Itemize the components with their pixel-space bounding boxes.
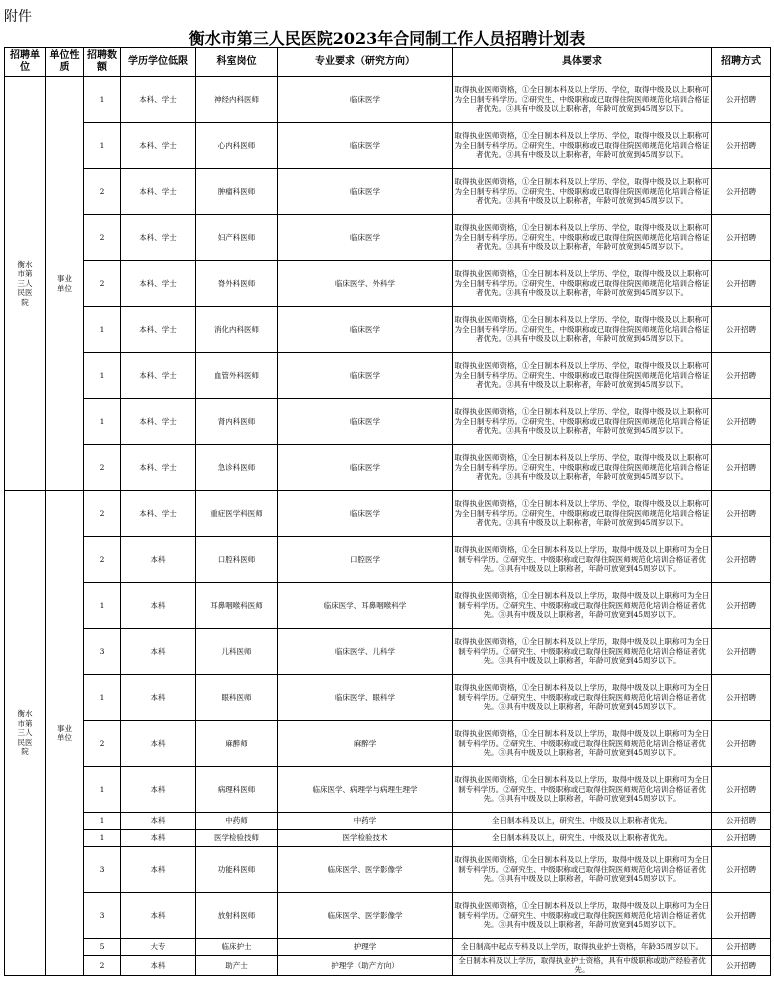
- header-unit: 招聘单位: [5, 48, 46, 77]
- cell-method: 公开招聘: [712, 261, 771, 307]
- cell-major: 临床医学: [278, 123, 453, 169]
- unit-name: 衡水市第三人民医院: [17, 709, 33, 757]
- table-row: [5, 491, 771, 537]
- cell-nature: [46, 491, 84, 976]
- header-row: [5, 48, 771, 77]
- cell-post: 医学检验技师: [196, 830, 278, 847]
- cell-edu: 本科: [121, 830, 196, 847]
- table-row: [5, 537, 771, 583]
- cell-post: 急诊科医师: [196, 445, 278, 491]
- cell-count: 1: [84, 307, 121, 353]
- cell-major: 临床医学: [278, 353, 453, 399]
- cell-edu: 本科: [121, 537, 196, 583]
- cell-method: 公开招聘: [712, 939, 771, 956]
- cell-req: 取得执业医师资格，①全日制本科及以上学历，取得中级及以上职称可为全日制专科学历。②研究生、中级职称或已取得住院医师规范化培训合格证者优先。③具有中级及以上职称者，年龄可放宽到45周岁以下。: [453, 675, 712, 721]
- cell-post: 脊外科医师: [196, 261, 278, 307]
- cell-post: 功能科医师: [196, 847, 278, 893]
- cell-req: 全日制本科及以上学历，取得执业护士资格，具有中级职称或助产经验者优先。: [453, 956, 712, 976]
- page-title: 衡水市第三人民医院2023年合同制工作人员招聘计划表: [188, 29, 586, 48]
- cell-method: 公开招聘: [712, 537, 771, 583]
- header-major: 专业要求（研究方向）: [278, 48, 453, 77]
- cell-post: 消化内科医师: [196, 307, 278, 353]
- unit-nature: 事业单位: [57, 274, 72, 293]
- cell-count: 2: [84, 537, 121, 583]
- cell-method: 公开招聘: [712, 307, 771, 353]
- cell-req: 取得执业医师资格，①全日制本科及以上学历，取得中级及以上职称可为全日制专科学历。②研究生、中级职称或已取得住院医师规范化培训合格证者优先。③具有中级及以上职称者，年龄可放宽到45周岁以下。: [453, 767, 712, 813]
- cell-method: 公开招聘: [712, 353, 771, 399]
- table-row: [5, 939, 771, 956]
- cell-edu: 本科: [121, 629, 196, 675]
- cell-req: 取得执业医师资格，①全日制本科及以上学历、学位，取得中级及以上职称可为全日制专科学历。②研究生、中级职称或已取得住院医师规范化培训合格证者优先。③具有中级及以上职称者，年龄可放宽到45周岁以下。: [453, 445, 712, 491]
- cell-edu: 本科: [121, 675, 196, 721]
- cell-count: 1: [84, 399, 121, 445]
- cell-count: 2: [84, 261, 121, 307]
- cell-count: 2: [84, 445, 121, 491]
- recruitment-plan-table: [4, 47, 771, 976]
- cell-edu: 本科: [121, 847, 196, 893]
- cell-count: 2: [84, 956, 121, 976]
- cell-method: 公开招聘: [712, 675, 771, 721]
- cell-method: 公开招聘: [712, 629, 771, 675]
- cell-count: 1: [84, 830, 121, 847]
- cell-count: 3: [84, 893, 121, 939]
- cell-method: 公开招聘: [712, 893, 771, 939]
- cell-major: 临床医学: [278, 399, 453, 445]
- cell-req: 取得执业医师资格，①全日制本科及以上学历，取得中级及以上职称可为全日制专科学历。②研究生、中级职称或已取得住院医师规范化培训合格证者优先。③具有中级及以上职称者，年龄可放宽到45周岁以下。: [453, 629, 712, 675]
- unit-nature: 事业单位: [57, 723, 72, 742]
- cell-unit: [5, 491, 46, 976]
- cell-req: 取得执业医师资格，①全日制本科及以上学历、学位，取得中级及以上职称可为全日制专科学历。②研究生、中级职称或已取得住院医师规范化培训合格证者优先。③具有中级及以上职称者，年龄可放宽到45周岁以下。: [453, 169, 712, 215]
- cell-req: 取得执业医师资格，①全日制本科及以上学历、学位，取得中级及以上职称可为全日制专科学历。②研究生、中级职称或已取得住院医师规范化培训合格证者优先。③具有中级及以上职称者，年龄可放宽到45周岁以下。: [453, 77, 712, 123]
- cell-count: 2: [84, 169, 121, 215]
- table-row: [5, 830, 771, 847]
- cell-method: 公开招聘: [712, 445, 771, 491]
- cell-major: 临床医学: [278, 77, 453, 123]
- cell-req: 取得执业医师资格，①全日制本科及以上学历，取得中级及以上职称可为全日制专科学历。②研究生、中级职称或已取得住院医师规范化培训合格证者优先。③具有中级及以上职称者，年龄可放宽到45周岁以下。: [453, 721, 712, 767]
- cell-post: 血管外科医师: [196, 353, 278, 399]
- cell-req: 取得执业医师资格，①全日制本科及以上学历、学位，取得中级及以上职称可为全日制专科学历。②研究生、中级职称或已取得住院医师规范化培训合格证者优先。③具有中级及以上职称者，年龄可放宽到45周岁以下。: [453, 491, 712, 537]
- cell-method: 公开招聘: [712, 77, 771, 123]
- table-row: [5, 629, 771, 675]
- cell-edu: 本科、学士: [121, 123, 196, 169]
- cell-major: 临床医学、病理学与病理生理学: [278, 767, 453, 813]
- cell-major: 临床医学、医学影像学: [278, 847, 453, 893]
- cell-count: 1: [84, 813, 121, 830]
- cell-req: 取得执业医师资格，①全日制本科及以上学历、学位，取得中级及以上职称可为全日制专科学历。②研究生、中级职称或已取得住院医师规范化培训合格证者优先。③具有中级及以上职称者，年龄可放宽到45周岁以下。: [453, 261, 712, 307]
- table-row: [5, 307, 771, 353]
- cell-major: 临床医学、耳鼻咽喉科学: [278, 583, 453, 629]
- cell-major: 临床医学: [278, 445, 453, 491]
- cell-edu: 本科、学士: [121, 445, 196, 491]
- cell-req: 取得执业医师资格，①全日制本科及以上学历，取得中级及以上职称可为全日制专科学历。②研究生、中级职称或已取得住院医师规范化培训合格证者优先。③具有中级及以上职称者，年龄可放宽到45周岁以下。: [453, 893, 712, 939]
- table-row: [5, 767, 771, 813]
- cell-post: 放射科医师: [196, 893, 278, 939]
- cell-method: 公开招聘: [712, 399, 771, 445]
- cell-count: 1: [84, 353, 121, 399]
- cell-req: 取得执业医师资格，①全日制本科及以上学历，取得中级及以上职称可为全日制专科学历。②研究生、中级职称或已取得住院医师规范化培训合格证者优先。③具有中级及以上职称者，年龄可放宽到45周岁以下。: [453, 537, 712, 583]
- cell-post: 临床护士: [196, 939, 278, 956]
- cell-post: 儿科医师: [196, 629, 278, 675]
- cell-method: 公开招聘: [712, 491, 771, 537]
- cell-req: 取得执业医师资格，①全日制本科及以上学历、学位，取得中级及以上职称可为全日制专科学历。②研究生、中级职称或已取得住院医师规范化培训合格证者优先。③具有中级及以上职称者，年龄可放宽到45周岁以下。: [453, 399, 712, 445]
- cell-req: 取得执业医师资格，①全日制本科及以上学历、学位，取得中级及以上职称可为全日制专科学历。②研究生、中级职称或已取得住院医师规范化培训合格证者优先。③具有中级及以上职称者，年龄可放宽到45周岁以下。: [453, 123, 712, 169]
- cell-method: 公开招聘: [712, 583, 771, 629]
- cell-post: 肿瘤科医师: [196, 169, 278, 215]
- cell-count: 3: [84, 629, 121, 675]
- cell-count: 1: [84, 77, 121, 123]
- table-row: [5, 813, 771, 830]
- table-row: [5, 399, 771, 445]
- cell-edu: 本科、学士: [121, 491, 196, 537]
- cell-req: 取得执业医师资格，①全日制本科及以上学历、学位，取得中级及以上职称可为全日制专科学历。②研究生、中级职称或已取得住院医师规范化培训合格证者优先。③具有中级及以上职称者，年龄可放宽到45周岁以下。: [453, 215, 712, 261]
- cell-post: 肾内科医师: [196, 399, 278, 445]
- cell-major: 临床医学: [278, 215, 453, 261]
- cell-method: 公开招聘: [712, 169, 771, 215]
- cell-method: 公开招聘: [712, 215, 771, 261]
- table-row: [5, 721, 771, 767]
- cell-unit: [5, 77, 46, 491]
- table-row: [5, 123, 771, 169]
- cell-major: 临床医学、外科学: [278, 261, 453, 307]
- cell-method: 公开招聘: [712, 813, 771, 830]
- cell-major: 护理学（助产方向）: [278, 956, 453, 976]
- cell-method: 公开招聘: [712, 767, 771, 813]
- cell-post: 口腔科医师: [196, 537, 278, 583]
- table-row: [5, 893, 771, 939]
- attachment-label: 附件: [4, 9, 32, 25]
- cell-edu: 本科、学士: [121, 399, 196, 445]
- cell-edu: 本科、学士: [121, 77, 196, 123]
- table-row: [5, 353, 771, 399]
- header-req: 具体要求: [453, 48, 712, 77]
- cell-edu: 本科: [121, 893, 196, 939]
- header-edu: 学历学位低限: [121, 48, 196, 77]
- cell-count: 1: [84, 767, 121, 813]
- cell-edu: 本科、学士: [121, 307, 196, 353]
- cell-post: 心内科医师: [196, 123, 278, 169]
- table-row: [5, 956, 771, 976]
- cell-major: 临床医学: [278, 169, 453, 215]
- cell-req: 全日制本科及以上，研究生、中级及以上职称者优先。: [453, 813, 712, 830]
- cell-method: 公开招聘: [712, 721, 771, 767]
- cell-method: 公开招聘: [712, 956, 771, 976]
- cell-major: 临床医学: [278, 307, 453, 353]
- table-row: [5, 675, 771, 721]
- header-method: 招聘方式: [712, 48, 771, 77]
- cell-post: 中药师: [196, 813, 278, 830]
- cell-post: 耳鼻咽喉科医师: [196, 583, 278, 629]
- cell-req: 取得执业医师资格，①全日制本科及以上学历，取得中级及以上职称可为全日制专科学历。②研究生、中级职称或已取得住院医师规范化培训合格证者优先。③具有中级及以上职称者，年龄可放宽到45周岁以下。: [453, 583, 712, 629]
- table-row: [5, 77, 771, 123]
- cell-method: 公开招聘: [712, 830, 771, 847]
- table-row: [5, 583, 771, 629]
- cell-major: 临床医学、儿科学: [278, 629, 453, 675]
- cell-edu: 本科: [121, 956, 196, 976]
- cell-req: 取得执业医师资格，①全日制本科及以上学历、学位，取得中级及以上职称可为全日制专科学历。②研究生、中级职称或已取得住院医师规范化培训合格证者优先。③具有中级及以上职称者，年龄可放宽到45周岁以下。: [453, 353, 712, 399]
- cell-edu: 本科、学士: [121, 215, 196, 261]
- cell-edu: 本科、学士: [121, 169, 196, 215]
- cell-count: 2: [84, 215, 121, 261]
- cell-post: 神经内科医师: [196, 77, 278, 123]
- cell-edu: 本科、学士: [121, 353, 196, 399]
- cell-nature: [46, 77, 84, 491]
- cell-post: 眼科医师: [196, 675, 278, 721]
- cell-edu: 本科: [121, 583, 196, 629]
- cell-count: 5: [84, 939, 121, 956]
- cell-count: 3: [84, 847, 121, 893]
- cell-edu: 大专: [121, 939, 196, 956]
- cell-major: 临床医学、眼科学: [278, 675, 453, 721]
- cell-major: 医学检验技术: [278, 830, 453, 847]
- cell-count: 1: [84, 675, 121, 721]
- cell-major: 临床医学: [278, 491, 453, 537]
- cell-method: 公开招聘: [712, 123, 771, 169]
- cell-edu: 本科: [121, 813, 196, 830]
- cell-major: 中药学: [278, 813, 453, 830]
- cell-post: 病理科医师: [196, 767, 278, 813]
- cell-post: 重症医学科医师: [196, 491, 278, 537]
- table-row: [5, 847, 771, 893]
- header-post: 科室岗位: [196, 48, 278, 77]
- cell-edu: 本科: [121, 767, 196, 813]
- cell-req: 取得执业医师资格，①全日制本科及以上学历、学位，取得中级及以上职称可为全日制专科学历。②研究生、中级职称或已取得住院医师规范化培训合格证者优先。③具有中级及以上职称者，年龄可放宽到45周岁以下。: [453, 307, 712, 353]
- table-row: [5, 215, 771, 261]
- cell-major: 临床医学、医学影像学: [278, 893, 453, 939]
- cell-count: 2: [84, 721, 121, 767]
- cell-count: 1: [84, 123, 121, 169]
- cell-count: 2: [84, 491, 121, 537]
- cell-method: 公开招聘: [712, 847, 771, 893]
- cell-edu: 本科: [121, 721, 196, 767]
- cell-post: 助产士: [196, 956, 278, 976]
- cell-count: 1: [84, 583, 121, 629]
- cell-req: 取得执业医师资格，①全日制本科及以上学历，取得中级及以上职称可为全日制专科学历。②研究生、中级职称或已取得住院医师规范化培训合格证者优先。③具有中级及以上职称者，年龄可放宽到45周岁以下。: [453, 847, 712, 893]
- table-row: [5, 261, 771, 307]
- unit-name: 衡水市第三人民医院: [17, 259, 33, 307]
- header-nature: 单位性质: [46, 48, 84, 77]
- cell-edu: 本科、学士: [121, 261, 196, 307]
- cell-major: 口腔医学: [278, 537, 453, 583]
- table-row: [5, 445, 771, 491]
- cell-req: 全日制高中起点专科及以上学历，取得执业护士资格，年龄35周岁以下。: [453, 939, 712, 956]
- cell-req: 全日制本科及以上，研究生、中级及以上职称者优先。: [453, 830, 712, 847]
- cell-major: 麻醉学: [278, 721, 453, 767]
- cell-post: 麻醉师: [196, 721, 278, 767]
- header-count: 招聘数额: [84, 48, 121, 77]
- table-row: [5, 169, 771, 215]
- cell-major: 护理学: [278, 939, 453, 956]
- cell-post: 妇产科医师: [196, 215, 278, 261]
